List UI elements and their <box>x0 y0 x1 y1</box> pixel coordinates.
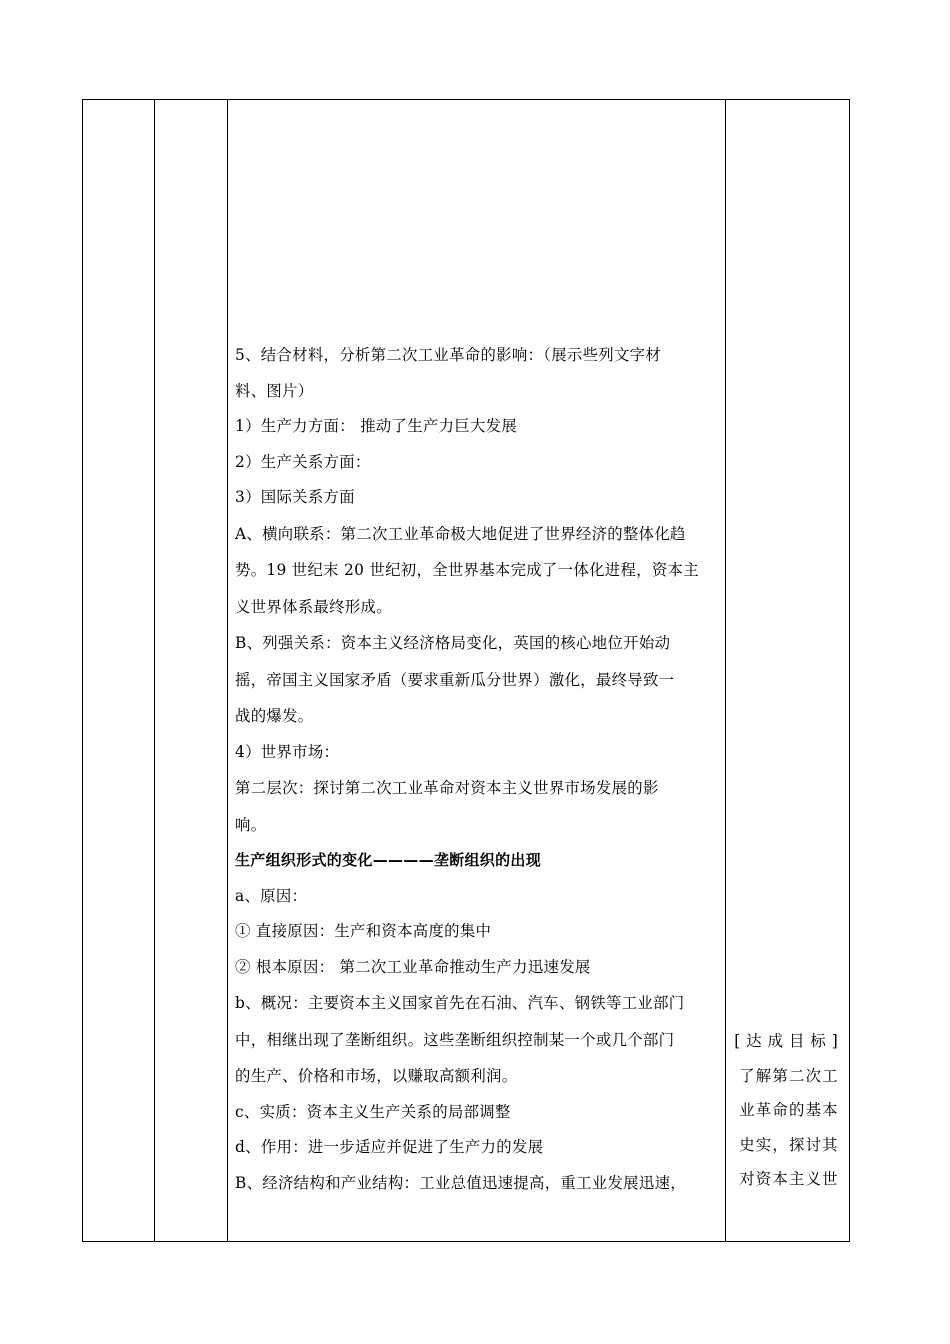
content-line: 3）国际关系方面 <box>235 488 355 506</box>
content-line: 的生产、价格和市场，以赚取高额利润。 <box>235 1067 518 1085</box>
objective-line: 了解第二次工 <box>739 1066 839 1085</box>
content-line: 中，相继出现了垄断组织。这些垄断组织控制某一个或几个部门 <box>235 1030 675 1049</box>
content-line: c、实质：资本主义生产关系的局部调整 <box>235 1102 511 1121</box>
objective-line: 业革命的基本 <box>739 1101 839 1119</box>
content-line: b、概况：主要资本主义国家首先在石油、汽车、钢铁等工业部门 <box>235 994 685 1012</box>
content-line: 4）世界市场： <box>235 742 340 761</box>
content-line: d、作用：进一步适应并促进了生产力的发展 <box>235 1138 544 1156</box>
content-line: 战的爆发。 <box>235 707 314 725</box>
content-line: 2）生产关系方面： <box>235 452 371 471</box>
content-line: 1）生产力方面： 推动了生产力巨大发展 <box>235 417 518 435</box>
content-line: 势。19 世纪末 20 世纪初，全世界基本完成了一体化进程，资本主 <box>235 561 699 579</box>
content-line: 义世界体系最终形成。 <box>235 597 392 616</box>
content-line: 料、图片） <box>235 381 314 400</box>
objective-note-cell <box>729 1024 849 1197</box>
column-divider-1 <box>154 100 155 1241</box>
objective-line: 对资本主义世 <box>739 1170 839 1188</box>
content-line: B、列强关系：资本主义经济格局变化，英国的核心地位开始动 <box>235 634 671 652</box>
teaching-content-cell <box>227 100 725 1241</box>
content-line: ① 直接原因：生产和资本高度的集中 <box>235 922 492 940</box>
content-line: ② 根本原因： 第二次工业革命推动生产力迅速发展 <box>235 957 591 976</box>
content-line: A、横向联系：第二次工业革命极大地促进了世界经济的整体化趋 <box>235 524 686 543</box>
lesson-plan-table <box>82 99 850 1242</box>
content-line: 摇，帝国主义国家矛盾（要求重新瓜分世界）激化，最终导致一 <box>235 670 675 689</box>
column-divider-3 <box>725 100 726 1241</box>
content-line: 第二层次：探讨第二次工业革命对资本主义世界市场发展的影 <box>235 779 659 797</box>
content-line: B、经济结构和产业结构：工业总值迅速提高，重工业发展迅速， <box>235 1173 686 1192</box>
content-line: 响。 <box>235 815 267 834</box>
objective-line: 史实，探讨其 <box>739 1135 839 1154</box>
teaching-content-text <box>235 338 723 1201</box>
content-line: 5、结合材料，分析第二次工业革命的影响：（展示些列文字材 <box>235 346 662 364</box>
objective-heading: [达成目标] <box>734 1032 844 1050</box>
section-heading: 生产组织形式的变化————垄断组织的出现 <box>235 851 542 869</box>
content-line: a、原因： <box>235 886 308 905</box>
